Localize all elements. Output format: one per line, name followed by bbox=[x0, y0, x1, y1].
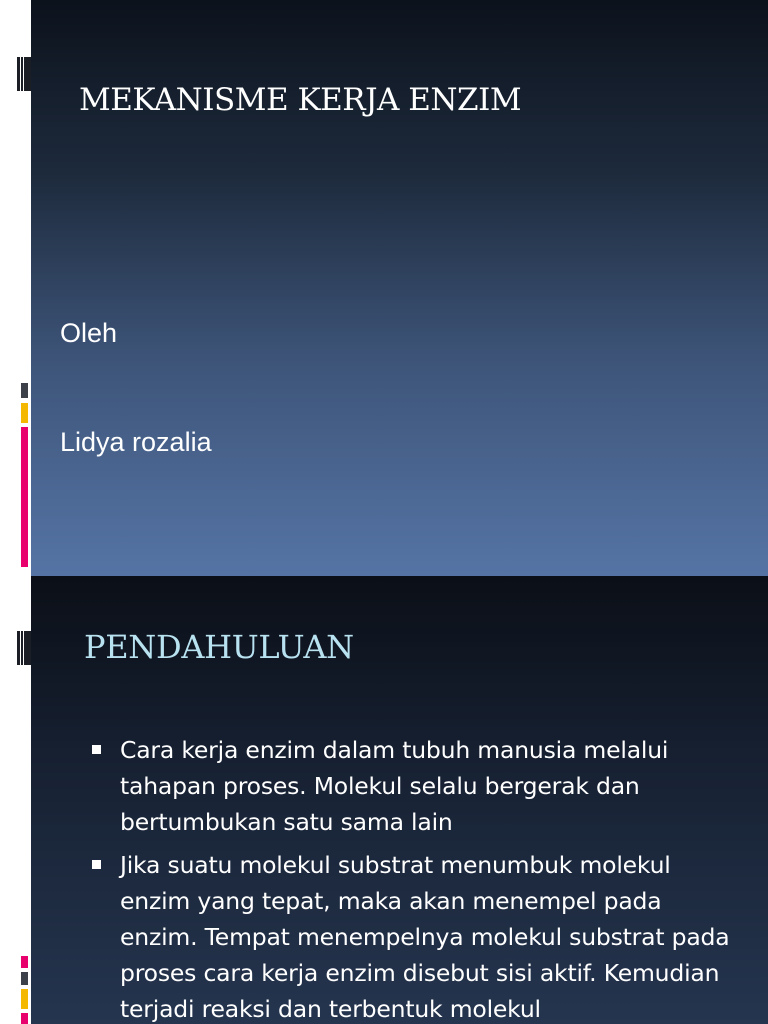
bullet-list bbox=[91, 732, 741, 1024]
bullet-square-icon bbox=[92, 745, 101, 754]
header-bar-decoration bbox=[17, 631, 31, 665]
bullet-text: Jika suatu molekul substrat menumbuk molekul enzim yang tepat, maka akan menempel pada enzim. Tempat menempelnya molekul substrat pada proses cara kerja enzim disebut sisi aktif. Kemudian terjadi reaksi dan terbentuk molekul bbox=[120, 851, 730, 1023]
slide-title: MEKANISME KERJA ENZIM bbox=[79, 82, 522, 118]
list-item bbox=[91, 847, 741, 1024]
content-slide bbox=[0, 576, 768, 1024]
list-item bbox=[91, 732, 741, 840]
accent-pink-block bbox=[21, 956, 28, 968]
accent-gold-block bbox=[21, 989, 28, 1009]
accent-pink-bar bbox=[21, 427, 28, 567]
header-bar-decoration bbox=[17, 57, 31, 91]
slide-title: PENDAHULUAN bbox=[84, 628, 354, 666]
accent-pink-bar bbox=[21, 1013, 28, 1024]
author-name: Lidya rozalia bbox=[60, 427, 212, 457]
accent-gold-block bbox=[21, 403, 28, 423]
accent-gray-block bbox=[21, 972, 28, 985]
bullet-square-icon bbox=[92, 860, 101, 869]
byline-label: Oleh bbox=[60, 318, 118, 348]
bullet-text: Cara kerja enzim dalam tubuh manusia melalui tahapan proses. Molekul selalu bergerak dan bertumbukan satu sama lain bbox=[120, 736, 669, 836]
accent-gray-block bbox=[21, 383, 28, 398]
